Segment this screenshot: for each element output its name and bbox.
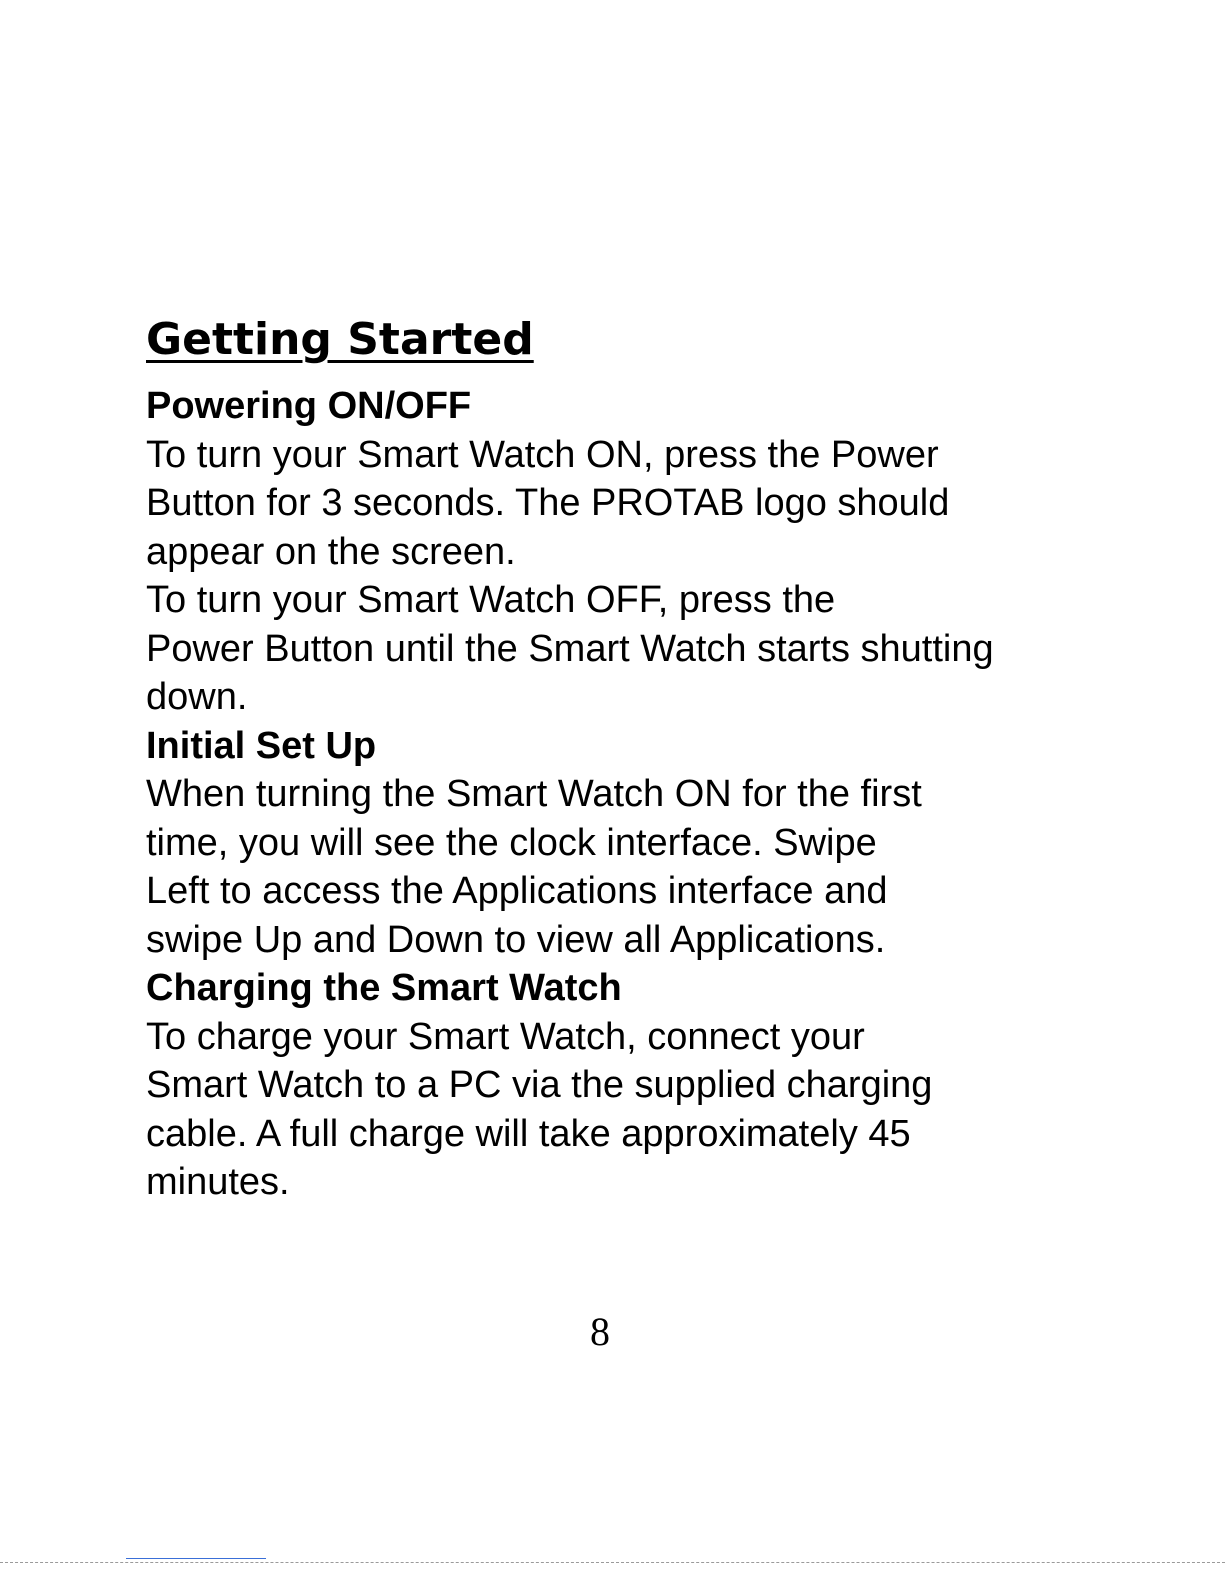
paragraph-line: To turn your Smart Watch OFF, press the [146, 579, 836, 621]
page-edge-divider [0, 1562, 1225, 1563]
section-initial-setup [146, 722, 1146, 965]
paragraph-line: cable. A full charge will take approximately 45 [146, 1112, 911, 1155]
paragraph-line: swipe Up and Down to view all Applications. [146, 918, 886, 961]
page-title: Getting Started [146, 314, 534, 365]
paragraph-line: minutes. [146, 1161, 290, 1203]
paragraph-line: Smart Watch to a PC via the supplied charging [146, 1064, 933, 1106]
section-charging [146, 964, 1146, 1207]
section-heading: Charging the Smart Watch [146, 967, 622, 1009]
paragraph-line: time, you will see the clock interface. Swipe [146, 821, 877, 864]
paragraph-line: appear on the screen. [146, 530, 516, 573]
paragraph-line: To turn your Smart Watch ON, press the Power [146, 433, 939, 476]
section-heading: Initial Set Up [146, 724, 377, 767]
paragraph-line: When turning the Smart Watch ON for the first [146, 773, 922, 815]
section-heading: Powering ON/OFF [146, 385, 472, 427]
footer-underline-mark [126, 1558, 266, 1559]
paragraph-line: Left to access the Applications interface and [146, 870, 888, 912]
document-body [146, 382, 1146, 1207]
paragraph-line: To charge your Smart Watch, connect your [146, 1015, 865, 1058]
section-powering [146, 382, 1146, 722]
paragraph-line: down. [146, 676, 248, 718]
paragraph-line: Button for 3 seconds. The PROTAB logo should [146, 482, 950, 524]
page-number: 8 [590, 1309, 610, 1354]
paragraph-line: Power Button until the Smart Watch starts shutting [146, 627, 994, 670]
